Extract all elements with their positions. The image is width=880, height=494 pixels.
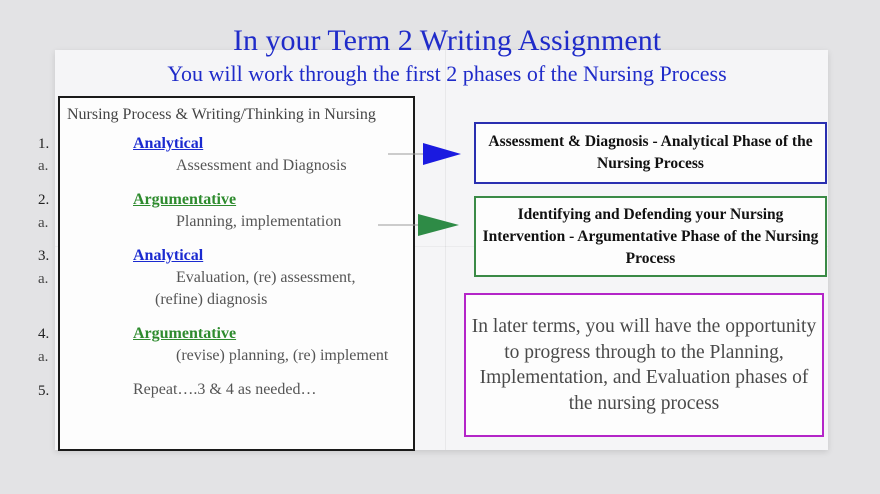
item-4-sub-letter: a. [38, 349, 49, 365]
green-arrow-icon [418, 214, 459, 236]
item-4-description: (revise) planning, (re) implement [176, 347, 389, 364]
analytical-phase-box [474, 122, 827, 184]
item-1-sub-letter: a. [38, 158, 49, 174]
item-4-phase-link[interactable]: Argumentative [133, 325, 237, 342]
later-terms-text: In later terms, you will have the opportunity to progress through to the Planning, Implementation, and Evaluation phases of the nursing process [471, 316, 817, 414]
item-3-number: 3. [38, 248, 50, 264]
later-terms-box [464, 293, 824, 437]
item-3-sub-letter: a. [38, 271, 49, 287]
analytical-phase-text: Assessment & Diagnosis - Analytical Phase of the Nursing Process [488, 133, 813, 172]
item-3-description-cont: (refine) diagnosis [155, 291, 268, 308]
nursing-process-box-title: Nursing Process & Writing/Thinking in Nursing [67, 106, 376, 123]
item-2-description: Planning, implementation [176, 213, 342, 230]
argumentative-phase-box [474, 196, 827, 277]
slide-subtitle: You will work through the first 2 phases of the Nursing Process [167, 61, 727, 86]
item-2-number: 2. [38, 192, 50, 208]
item-4-number: 4. [38, 326, 50, 342]
item-2-phase-link[interactable]: Argumentative [133, 191, 237, 208]
item-5-number: 5. [38, 383, 50, 399]
item-2-sub-letter: a. [38, 215, 49, 231]
blue-arrow-icon [423, 143, 461, 165]
item-1-phase-link[interactable]: Analytical [133, 135, 204, 152]
item-1-number: 1. [38, 136, 50, 152]
item-3-description: Evaluation, (re) assessment, [176, 269, 356, 286]
item-5-text: Repeat….3 & 4 as needed… [133, 381, 317, 398]
argumentative-phase-text: Identifying and Defending your Nursing Intervention - Argumentative Phase of the Nursing Process [482, 205, 819, 267]
item-1-description: Assessment and Diagnosis [176, 157, 347, 174]
item-3-phase-link[interactable]: Analytical [133, 247, 204, 264]
slide-title: In your Term 2 Writing Assignment [232, 24, 662, 57]
